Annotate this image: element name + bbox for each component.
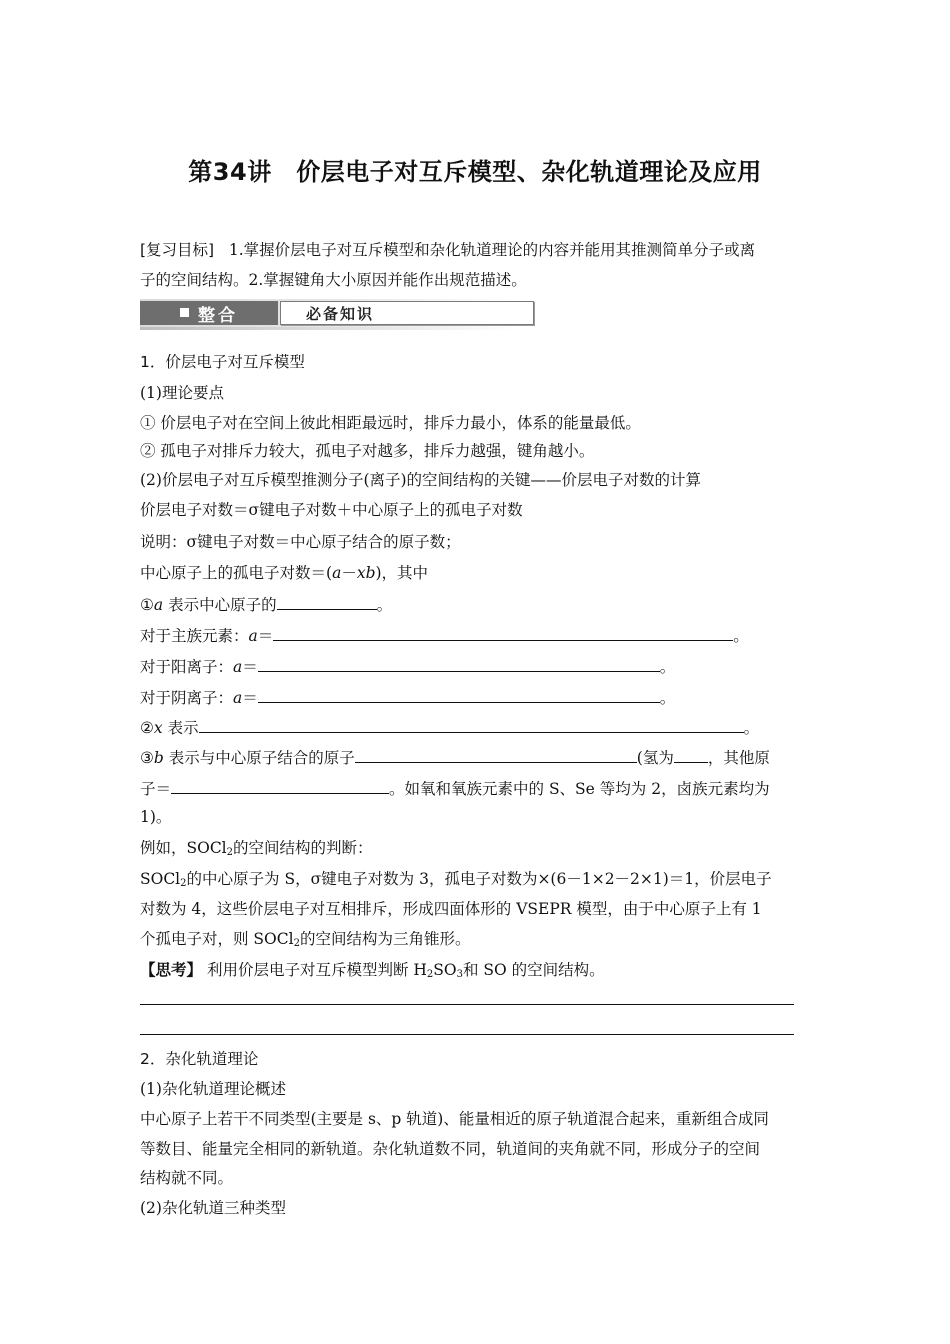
review-goal-line-2: 子的空间结构。2.掌握键角大小原因并能作出规范描述。 — [140, 271, 527, 289]
paragraph: 1)。 — [140, 808, 172, 826]
paragraph: ① 价层电子对在空间上彼此相距最远时，排斥力最小，体系的能量最低。 — [140, 414, 641, 432]
square-icon — [180, 308, 189, 317]
fill-blank-line: ①a 表示中心原子的 。 — [140, 593, 392, 615]
review-goal-label: [复习目标] — [140, 241, 215, 259]
answer-blank[interactable] — [258, 686, 660, 703]
subheading: (2)杂化轨道三种类型 — [140, 1199, 286, 1217]
banner-light-label: 必备知识 — [306, 305, 375, 323]
paragraph: 结构就不同。 — [140, 1169, 234, 1187]
paragraph: 等数目、能量完全相同的新轨道。杂化轨道数不同，轨道间的夹角就不同，形成分子的空间 — [140, 1140, 761, 1158]
think-question: 【思考】 利用价层电子对互斥模型判断 $H_2SO_3$和 SO 的空间结构。 — [140, 961, 605, 980]
subheading: (1)杂化轨道理论概述 — [140, 1080, 286, 1098]
fill-blank-line: 对于主族元素：a＝ 。 — [140, 624, 749, 646]
formula-line: 价层电子对数＝σ键电子对数＋中心原子上的孤电子对数 — [140, 501, 523, 519]
review-goal-line-1: [复习目标] 1.掌握价层电子对互斥模型和杂化轨道理论的内容并能用其推测简单分子或离 — [140, 241, 756, 259]
paragraph: 中心原子上若干不同类型(主要是 s、p 轨道)、能量相近的原子轨道混合起来，重新组合成同 — [140, 1110, 769, 1128]
fill-blank-line: ③b 表示与中心原子结合的原子 (氢为 ，其他原 — [140, 746, 770, 768]
formula-line: 中心原子上的孤电子对数＝(a－xb)，其中 — [140, 564, 429, 582]
paragraph: ② 孤电子对排斥力较大，孤电子对越多，排斥力越强，键角越小。 — [140, 442, 595, 460]
example-line: 例如，SOCl$_2$的空间结构的判断： — [140, 839, 373, 858]
answer-blank[interactable] — [171, 777, 389, 794]
answer-blank[interactable] — [199, 716, 744, 733]
fill-blank-line: ②x 表示 。 — [140, 716, 759, 738]
section-1-heading: 1．价层电子对互斥模型 — [140, 353, 305, 371]
example-line: 个孤电子对，则 SOCl$_2$的空间结构为三角锥形。 — [140, 930, 471, 949]
answer-line[interactable] — [140, 1004, 794, 1005]
fill-blank-line: 对于阴离子：a＝ 。 — [140, 686, 675, 708]
subheading: (1)理论要点 — [140, 384, 224, 402]
answer-blank[interactable] — [674, 746, 708, 763]
answer-blank[interactable] — [277, 593, 377, 610]
section-banner — [140, 299, 517, 329]
fill-blank-line: 对于阳离子：a＝ 。 — [140, 655, 675, 677]
banner-dark-label: 整合 — [198, 306, 238, 326]
note-line: 说明：σ键电子对数＝中心原子结合的原子数； — [140, 533, 461, 551]
example-line: 对数为 4，这些价层电子对互相排斥，形成四面体形的 VSEPR 模型，由于中心原子上有 1 — [140, 900, 762, 918]
page-title: 第34讲 价层电子对互斥模型、杂化轨道理论及应用 — [188, 158, 762, 186]
answer-blank[interactable] — [258, 655, 660, 672]
subheading: (2)价层电子对互斥模型推测分子(离子)的空间结构的关键——价层电子对数的计算 — [140, 471, 702, 489]
fill-blank-line: 子＝ 。如氧和氧族元素中的 S、Se 等均为 2，卤族元素均为 — [140, 777, 770, 799]
answer-blank[interactable] — [273, 624, 733, 641]
answer-line[interactable] — [140, 1034, 794, 1035]
answer-blank[interactable] — [355, 746, 637, 763]
think-label: 【思考】 — [140, 961, 203, 979]
example-line: SOCl$_2$的中心原子为 S，σ键电子对数为 3，孤电子对数为×(6－1×2－2×1)＝1，价层电子 — [140, 870, 772, 889]
section-2-heading: 2．杂化轨道理论 — [140, 1050, 259, 1068]
